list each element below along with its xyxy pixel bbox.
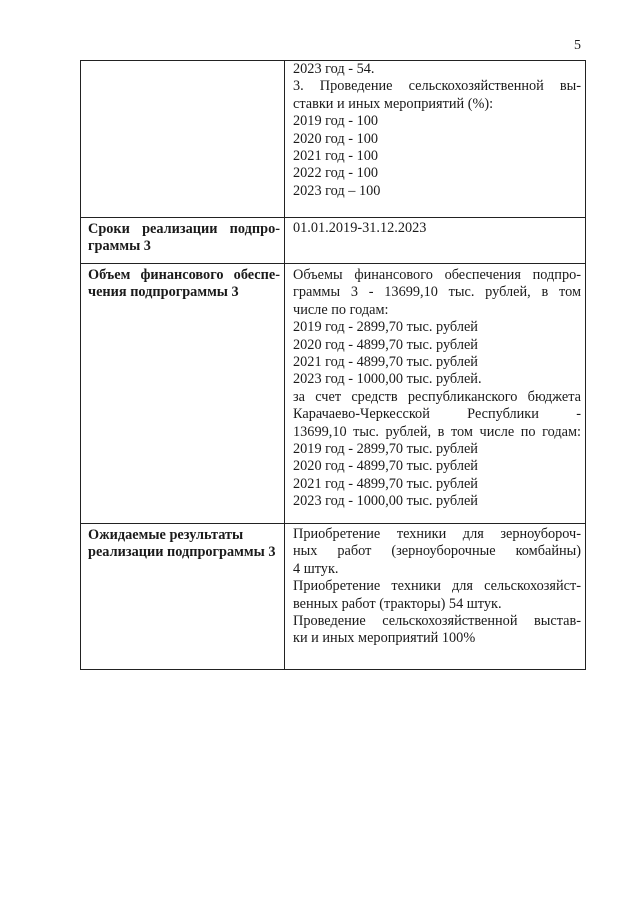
label-cell-empty xyxy=(81,61,285,218)
value-line: 3. Проведение сельскохозяйственной вы- xyxy=(293,78,581,95)
value-line: 2023 год – 100 xyxy=(293,182,381,199)
value-line: Карачаево-Черкесской Республики - xyxy=(293,406,581,423)
value-line: граммы 3 - 13699,10 тыс. рублей, в том xyxy=(293,284,581,301)
value-cell-results xyxy=(285,524,586,670)
value-line: 2020 год - 4899,70 тыс. рублей xyxy=(293,458,478,475)
value-line: 01.01.2019-31.12.2023 xyxy=(293,220,427,236)
value-line: Проведение сельскохозяйственной выстав- xyxy=(293,613,581,630)
value-line: 2020 год - 100 xyxy=(293,130,379,147)
label-line: Ожидаемые результаты xyxy=(88,527,244,543)
value-line: 4 штук. xyxy=(293,560,339,577)
value-line: 2020 год - 4899,70 тыс. рублей xyxy=(293,336,478,353)
value-line: 2021 год - 100 xyxy=(293,148,379,165)
value-line: 2019 год - 100 xyxy=(293,113,379,130)
label-cell-timeline xyxy=(81,218,285,264)
value-line: 2023 год - 1000,00 тыс. рублей. xyxy=(293,371,482,388)
label-cell-financing xyxy=(81,264,285,524)
label-line: граммы 3 xyxy=(88,238,151,254)
value-cell-indicators xyxy=(285,61,586,218)
value-line: числе по годам: xyxy=(293,301,389,318)
value-line: 2023 год - 54. xyxy=(293,61,375,77)
passport-table xyxy=(80,60,586,670)
value-line: 2021 год - 4899,70 тыс. рублей xyxy=(293,475,478,492)
value-line: 2019 год - 2899,70 тыс. рублей xyxy=(293,319,478,336)
value-line: ставки и иных мероприятий (%): xyxy=(293,95,494,112)
value-line: 13699,10 тыс. рублей, в том числе по годам: xyxy=(293,423,581,440)
label-line: Сроки реализации подпро- xyxy=(88,221,280,237)
value-cell-financing xyxy=(285,264,586,524)
value-line: 2021 год - 4899,70 тыс. рублей xyxy=(293,354,478,371)
table-row-indicators xyxy=(81,61,586,218)
value-line: венных работ (тракторы) 54 штук. xyxy=(293,595,502,612)
label-line: чения подпрограммы 3 xyxy=(88,284,239,300)
value-line: 2019 год - 2899,70 тыс. рублей xyxy=(293,441,478,458)
label-cell-results xyxy=(81,524,285,670)
value-line: Приобретение техники для зерноубороч- xyxy=(293,526,581,542)
value-cell-timeline xyxy=(285,218,586,264)
table-row-financing xyxy=(81,264,586,524)
table-row-results xyxy=(81,524,586,670)
value-line: ки и иных мероприятий 100% xyxy=(293,630,476,647)
page-number: 5 xyxy=(574,38,581,53)
value-line: 2022 год - 100 xyxy=(293,165,379,182)
table-row-timeline xyxy=(81,218,586,264)
value-line: Приобретение техники для сельскохозяйст- xyxy=(293,578,581,595)
value-line: 2023 год - 1000,00 тыс. рублей xyxy=(293,493,478,510)
label-line: реализации подпрограммы 3 xyxy=(88,544,276,560)
value-line: за счет средств республиканского бюджета xyxy=(293,388,581,405)
value-line: ных работ (зерноуборочные комбайны) xyxy=(293,543,581,560)
value-line: Объемы финансового обеспечения подпро- xyxy=(293,267,581,283)
label-line: Объем финансового обеспе- xyxy=(88,267,280,283)
